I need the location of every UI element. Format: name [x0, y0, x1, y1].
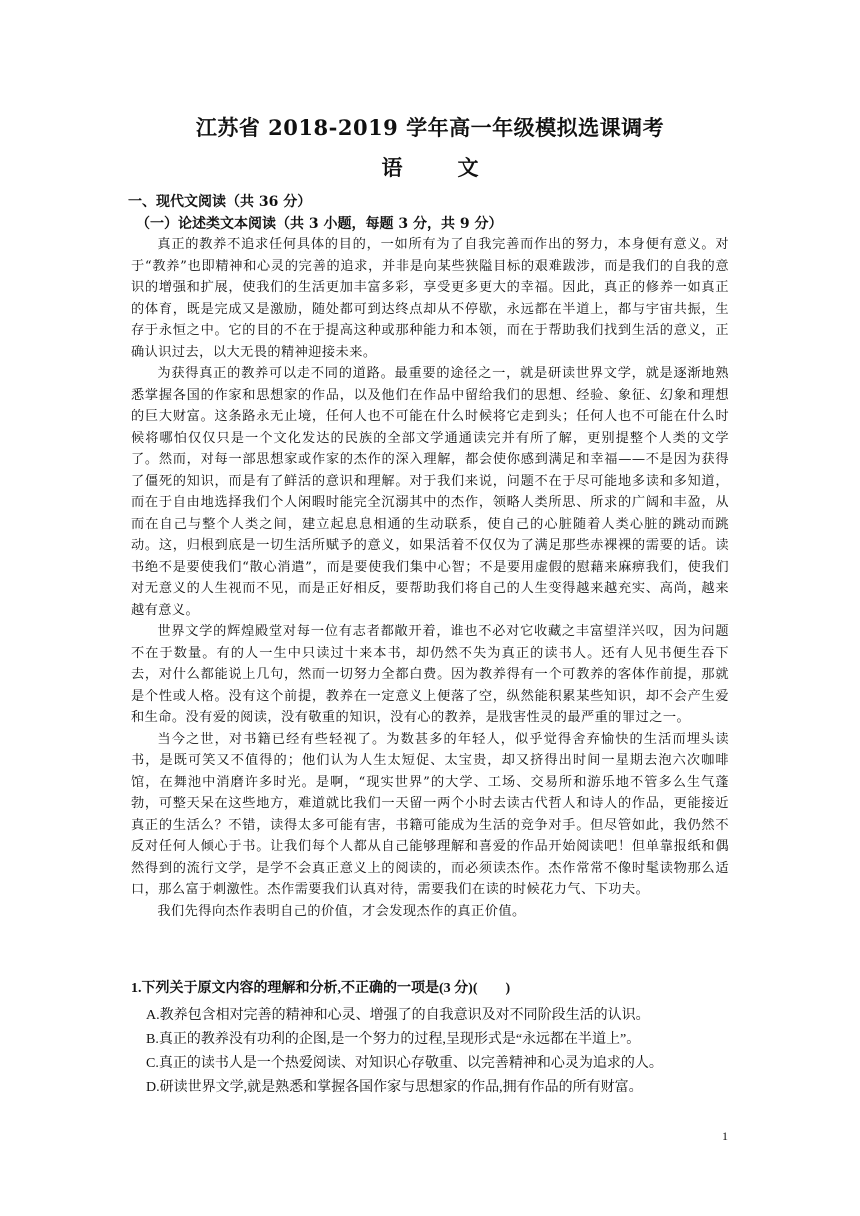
passage-paragraph: 当今之世，对书籍已经有些轻视了。为数甚多的年轻人，似乎觉得舍弃愉快的生活而埋头读书，是既可笑又不值得的；他们认为人生太短促、太宝贵，却又挤得出时间一星期去泡六次咖啡馆，在舞池中消磨许多时光。是啊，“现实世界”的大学、工场、交易所和游乐地不管多么生气蓬勃，可整天呆在这些地方，难道就比我们一天留一两个小时去读古代哲人和诗人的作品，更能接近真正的生活么？不错，读得太多可能有害，书籍可能成为生活的竞争对手。但尽管如此，我仍然不反对任何人倾心于书。让我们每个人都从自己能够理解和喜爱的作品开始阅读吧！但单靠报纸和偶然得到的流行文学，是学不会真正意义上的阅读的，而必须读杰作。杰作常常不像时髦读物那么适口，那么富于刺激性。杰作需要我们认真对待，需要我们在读的时候花力气、下功夫。	[131, 731, 729, 897]
option-c: C.真正的读书人是一个热爱阅读、对知识心存敬重、以完善精神和心灵为追求的人。	[146, 1056, 663, 1071]
passage-paragraph: 为获得真正的教养可以走不同的道路。最重要的途径之一，就是研读世界文学，就是逐渐地熟悉掌握各国的作家和思想家的作品，以及他们在作品中留给我们的思想、经验、象征、幻象和理想的巨大财富。这条路永无止境，任何人也不可能在什么时候将它走到头；任何人也不可能在什么时候将哪怕仅仅只是一个文化发达的民族的全部文学通通读完并有所了解，更别提整个人类的文学了。然而，对每一部思想家或作家的杰作的深入理解，都会使你感到满足和幸福——不是因为获得了僵死的知识，而是有了鲜活的意识和理解。对于我们来说，问题不在于尽可能地多读和多知道，而在于自由地选择我们个人闲暇时能完全沉溺其中的杰作，领略人类所思、所求的广阔和丰盈，从而在自己与整个人类之间，建立起息息相通的生动联系，使自己的心脏随着人类心脏的跳动而跳动。这，归根到底是一切生活所赋予的意义，如果活着不仅仅为了满足那些赤裸裸的需要的话。读书绝不是要使我们“散心消遣”，而是要使我们集中心智；不是要用虚假的慰藉来麻痹我们，使我们对无意义的人生视而不见，而是正好相反，要帮助我们将自己的人生变得越来越充实、高尚，越来越有意义。	[131, 366, 729, 618]
answer-options	[146, 1004, 736, 1100]
exam-title: 江苏省 2018-2019 学年高一年级模拟选课调考	[195, 115, 665, 140]
option-a: A.教养包含相对完善的精神和心灵、增强了的自我意识及对不同阶段生活的认识。	[146, 1008, 650, 1023]
reading-passage	[131, 234, 729, 922]
option-d: D.研读世界文学,就是熟悉和掌握各国作家与思想家的作品,拥有作品的所有财富。	[146, 1080, 643, 1095]
sub-heading: （一）论述类文本阅读（共 3 小题，每题 3 分，共 9 分）	[136, 216, 503, 232]
section-heading: 一、现代文阅读（共 36 分）	[128, 194, 312, 210]
subject-title: 语文	[381, 155, 534, 180]
page-number: 1	[722, 1129, 728, 1143]
passage-paragraph: 世界文学的辉煌殿堂对每一位有志者都敞开着，谁也不必对它收藏之丰富望洋兴叹，因为问题不在于数量。有的人一生中只读过十来本书，却仍然不失为真正的读书人。还有人见书便生吞下去，对什么都能说上几句，然而一切努力全都白费。因为教养得有一个可教养的客体作前提，那就是个性或人格。没有这个前提，教养在一定意义上便落了空，纵然能积累某些知识，却不会产生爱和生命。没有爱的阅读，没有敬重的知识，没有心的教养，是戕害性灵的最严重的罪过之一。	[131, 624, 729, 725]
option-b: B.真正的教养没有功利的企图,是一个努力的过程,呈现形式是“永远都在半道上”。	[146, 1032, 641, 1047]
question-stem: 1.下列关于原文内容的理解和分析,不正确的一项是(3 分)( )	[131, 981, 511, 996]
passage-paragraph: 真正的教养不追求任何具体的目的，一如所有为了自我完善而作出的努力，本身便有意义。对于“教养”也即精神和心灵的完善的追求，并非是向某些狭隘目标的艰难跋涉，而是我们的自我的意识的增强和扩展，使我们的生活更加丰富多彩，享受更多更大的幸福。因此，真正的修养一如真正的体育，既是完成又是激励，随处都可到达终点却从不停歇，永远都在半道上，都与宇宙共振，生存于永恒之中。它的目的不在于提高这种或那种能力和本领，而在于帮助我们找到生活的意义，正确认识过去，以大无畏的精神迎接未来。	[131, 237, 729, 360]
passage-paragraph: 我们先得向杰作表明自己的价值，才会发现杰作的真正价值。	[157, 903, 526, 919]
